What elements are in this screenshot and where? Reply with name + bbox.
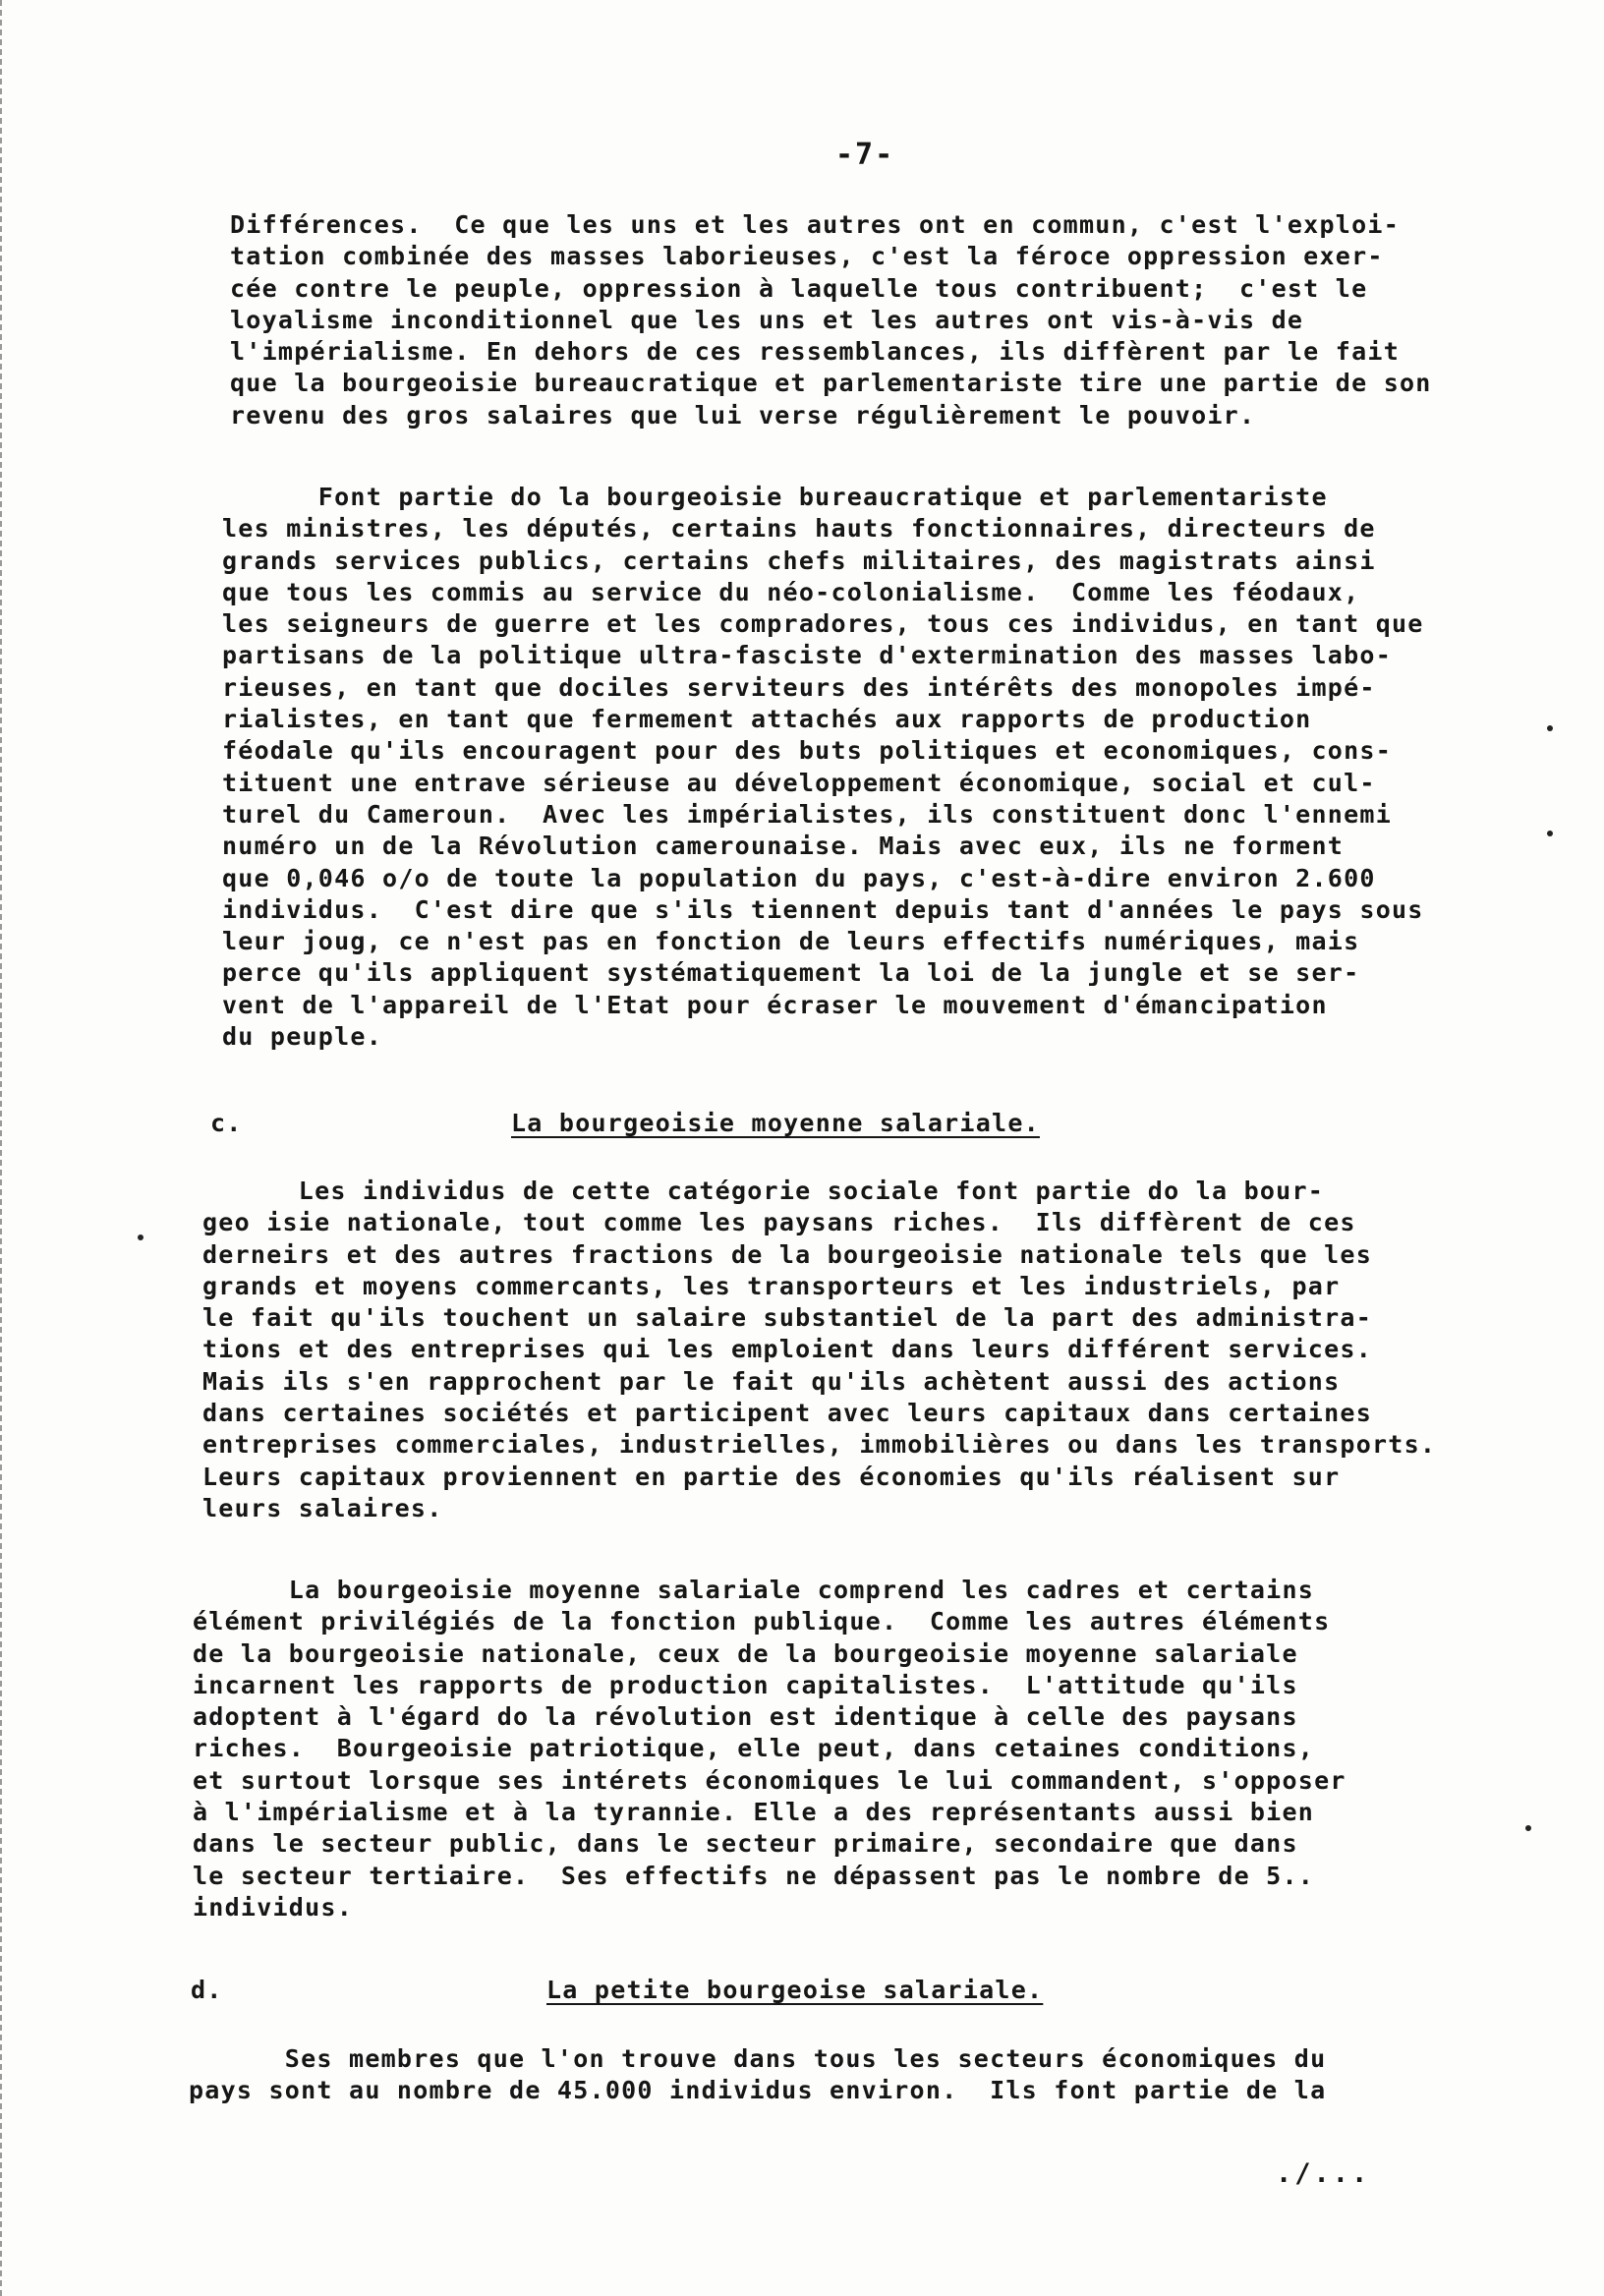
page-number: -7- (835, 138, 895, 172)
paragraph-4: La bourgeoisie moyenne salariale comprend les cadres et certains élément privilégiés de la fonction publique. Comme les autres éléments de la bourgeoisie nationale, ceux de la bourgeoisie moyenne salariale incarnent les rapports de production capitalistes. L'attitude qu'ils adoptent à l'égard do la révolution est identique à celle des paysans riches. Bourgeoisie patriotique, elle peut, dans cetaines conditions, et surtout lorsque ses intérets économiques le lui commandent, s'opposer à l'impérialisme et à la tyrannie. Elle a des représentants aussi bien dans le secteur public, dans le secteur primaire, secondaire que dans le secteur tertiaire. Ses effectifs ne dépassent pas le nombre de 5.. individus. (193, 1576, 1346, 1922)
scan-speck (1547, 725, 1553, 731)
scan-speck (138, 1234, 143, 1240)
section-c-heading: La bourgeoisie moyenne salariale. (511, 1109, 1040, 1137)
paragraph-3: Les individus de cette catégorie sociale font partie do la bour- geo isie nationale, tout comme les paysans riches. Ils diffèrent de ces derneirs et des autres fractions de la bourgeoisie nationale tels que les grands et moyens commercants, les transporteurs et les industriels, par le fait qu'ils touchent un salaire substantiel de la part des administra- tions et des entreprises qui les emploient dans leurs différent services. Mais ils s'en rapprochent par le fait qu'ils achètent aussi des actions dans certaines sociétés et participent avec leurs capitaux dans certaines entreprises commerciales, industrielles, immobilières ou dans les transports. Leurs capitaux proviennent en partie des économies qu'ils réalisent sur leurs salaires. (202, 1177, 1437, 1522)
paragraph-1: Différences. Ce que les uns et les autres ont en commun, c'est l'exploi- tation combinée des masses laborieuses, c'est la féroce oppression exer- cée contre le peuple, oppression à laquelle tous contribuent; c'est le loyalisme inconditionnel que les uns et les autres ont vis-à-vis de l'impérialisme. En dehors de ces ressemblances, ils diffèrent par le fait que la bourgeoisie bureaucratique et parlementariste tire une partie de son revenu des gros salaires que lui verse régulièrement le pouvoir. (230, 210, 1432, 430)
paragraph-5: Ses membres que l'on trouve dans tous les secteurs économiques du pays sont au nombre de 45.000 individus environ. Ils font partie de la (189, 2044, 1327, 2105)
continuation-mark: ./... (1276, 2158, 1371, 2189)
section-d-letter: d. (191, 1976, 223, 2004)
scan-speck (1525, 1825, 1531, 1831)
scan-speck (1547, 831, 1553, 836)
section-c-letter: c. (210, 1109, 243, 1137)
scan-edge (0, 0, 5, 2296)
paragraph-2: Font partie do la bourgeoisie bureaucratique et parlementariste les ministres, les députés, certains hauts fonctionnaires, directeurs de grands services publics, certains chefs militaires, des magistrats ainsi que tous les commis au service du néo-colonialisme. Comme les féodaux, les seigneurs de guerre et les compradores, tous ces individus, en tant que partisans de la politique ultra-fasciste d'extermination des masses labo- rieuses, en tant que dociles serviteurs des intérêts des monopoles impé- rialistes, en tant que fermement attachés aux rapports de production féodale qu'ils encouragent pour des buts politiques et economiques, cons- tituent une entrave sérieuse au développement économique, social et cul- turel du Cameroun. Avec les impérialistes, ils constituent donc l'ennemi numéro un de la Révolution camerounaise. Mais avec eux, ils ne forment que 0,046 o/o de toute la population du pays, c'est-à-dire environ 2.600 individus. C'est dire que s'ils tiennent depuis tant d'années le pays sous leur joug, ce n'est pas en fonction de leurs effectifs numériques, mais perce qu'ils appliquent systématiquement la loi de la jungle et se ser- vent de l'appareil de l'Etat pour écraser le mouvement d'émancipation du peuple. (222, 483, 1424, 1052)
section-d-heading: La petite bourgeoise salariale. (546, 1976, 1044, 2004)
